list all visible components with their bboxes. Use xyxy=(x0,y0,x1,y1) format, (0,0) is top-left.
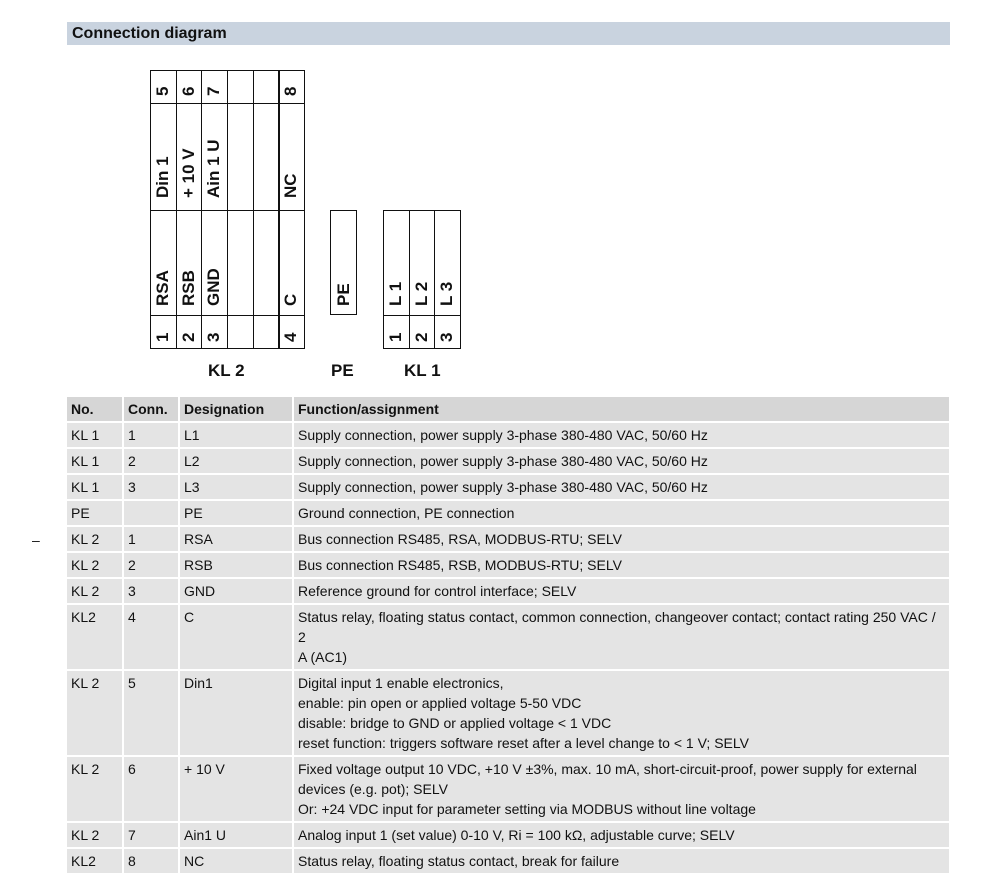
kl2-terminal-cell xyxy=(253,103,280,211)
cell-no: KL 2 xyxy=(67,552,123,578)
cell-function xyxy=(293,848,950,874)
function-line: Ground connection, PE connection xyxy=(298,505,515,521)
pe-group-label: PE xyxy=(331,361,354,380)
cell-no: KL 2 xyxy=(67,526,123,552)
table-row xyxy=(67,422,950,448)
kl1-bottom-number: 1 xyxy=(385,332,405,342)
cell-designation: Din1 xyxy=(179,670,293,756)
header-conn: Conn. xyxy=(123,397,179,422)
cell-designation: Ain1 U xyxy=(179,822,293,848)
cell-no: KL 1 xyxy=(67,474,123,500)
cell-function xyxy=(293,552,950,578)
cell-conn: 6 xyxy=(123,756,179,822)
kl2-top-number: 8 xyxy=(281,86,301,96)
cell-no: KL2 xyxy=(67,604,123,670)
cell-conn: 4 xyxy=(123,604,179,670)
header-no: No. xyxy=(67,397,123,422)
cell-designation: L1 xyxy=(179,422,293,448)
cell-designation: NC xyxy=(179,848,293,874)
kl1-bottom-number: 2 xyxy=(411,332,431,342)
cell-no: PE xyxy=(67,500,123,526)
table-row xyxy=(67,474,950,500)
kl2-terminal-cell xyxy=(227,315,254,349)
cell-designation: PE xyxy=(179,500,293,526)
function-line: Bus connection RS485, RSA, MODBUS-RTU; SELV xyxy=(298,531,622,547)
cell-no: KL2 xyxy=(67,848,123,874)
kl2-group-label: KL 2 xyxy=(208,361,245,380)
function-line: Digital input 1 enable electronics, xyxy=(298,675,504,691)
cell-conn xyxy=(123,500,179,526)
kl2-bottom-number: 3 xyxy=(204,332,224,342)
kl2-terminal-cell xyxy=(253,210,280,316)
cell-designation: + 10 V xyxy=(179,756,293,822)
cell-designation: C xyxy=(179,604,293,670)
cell-conn: 7 xyxy=(123,822,179,848)
connection-table xyxy=(67,397,951,875)
table-body xyxy=(67,422,950,874)
kl1-terminal-label: L 3 xyxy=(437,281,457,306)
table-row xyxy=(67,670,950,756)
kl2-terminal-cell xyxy=(227,70,254,104)
function-line: Supply connection, power supply 3-phase 380-480 VAC, 50/60 Hz xyxy=(298,427,708,443)
kl2-terminal-cell xyxy=(253,70,280,104)
cell-function xyxy=(293,526,950,552)
function-line: Analog input 1 (set value) 0-10 V, Ri = 100 kΩ, adjustable curve; SELV xyxy=(298,827,735,843)
cell-no: KL 2 xyxy=(67,578,123,604)
kl2-upper-label: Din 1 xyxy=(152,156,172,198)
function-line: devices (e.g. pot); SELV xyxy=(298,781,448,797)
kl2-top-number: 6 xyxy=(178,86,198,96)
table-row xyxy=(67,578,950,604)
cell-no: KL 1 xyxy=(67,422,123,448)
kl2-terminal-cell xyxy=(227,103,254,211)
function-line: Supply connection, power supply 3-phase 380-480 VAC, 50/60 Hz xyxy=(298,453,708,469)
margin-dash: – xyxy=(32,532,40,548)
table-row xyxy=(67,552,950,578)
cell-designation: L3 xyxy=(179,474,293,500)
kl2-upper-label: NC xyxy=(281,173,301,198)
header-function: Function/assignment xyxy=(293,397,950,422)
cell-no: KL 1 xyxy=(67,448,123,474)
function-line: Reference ground for control interface; SELV xyxy=(298,583,577,599)
kl1-group-label: KL 1 xyxy=(404,361,441,380)
cell-conn: 5 xyxy=(123,670,179,756)
cell-function xyxy=(293,422,950,448)
function-line: Fixed voltage output 10 VDC, +10 V ±3%, max. 10 mA, short-circuit-proof, power supply for external xyxy=(298,761,917,777)
kl2-terminal-cell xyxy=(253,315,280,349)
kl2-top-number: 7 xyxy=(204,86,224,96)
function-line: Status relay, floating status contact, common connection, changeover contact; contact rating 250 VAC / 2 xyxy=(298,609,936,645)
function-line: Supply connection, power supply 3-phase 380-480 VAC, 50/60 Hz xyxy=(298,479,708,495)
cell-conn: 2 xyxy=(123,448,179,474)
cell-conn: 2 xyxy=(123,552,179,578)
kl1-terminal-label: L 1 xyxy=(385,281,405,306)
cell-designation: GND xyxy=(179,578,293,604)
cell-no: KL 2 xyxy=(67,670,123,756)
cell-conn: 1 xyxy=(123,422,179,448)
kl2-bottom-number: 1 xyxy=(152,332,172,342)
kl2-upper-label: Ain 1 U xyxy=(204,139,224,198)
pe-terminal-label: PE xyxy=(333,283,353,306)
function-line: Status relay, floating status contact, break for failure xyxy=(298,853,620,869)
function-line: reset function: triggers software reset after a level change to < 1 V; SELV xyxy=(298,735,749,751)
cell-designation: RSA xyxy=(179,526,293,552)
kl2-top-number: 5 xyxy=(152,86,172,96)
table-header-row xyxy=(67,397,950,422)
section-title: Connection diagram xyxy=(67,22,950,45)
table-row xyxy=(67,756,950,822)
cell-function xyxy=(293,500,950,526)
cell-function xyxy=(293,822,950,848)
cell-designation: RSB xyxy=(179,552,293,578)
kl2-lower-label: RSA xyxy=(152,270,172,306)
table-row xyxy=(67,848,950,874)
kl1-terminal-label: L 2 xyxy=(411,281,431,306)
function-line: Bus connection RS485, RSB, MODBUS-RTU; SELV xyxy=(298,557,622,573)
cell-no: KL 2 xyxy=(67,822,123,848)
cell-function xyxy=(293,670,950,756)
cell-no: KL 2 xyxy=(67,756,123,822)
kl2-terminal-cell xyxy=(227,210,254,316)
table-row xyxy=(67,822,950,848)
function-line: Or: +24 VDC input for parameter setting via MODBUS without line voltage xyxy=(298,801,756,817)
cell-designation: L2 xyxy=(179,448,293,474)
table-row xyxy=(67,500,950,526)
cell-function xyxy=(293,756,950,822)
kl2-bottom-number: 4 xyxy=(281,332,301,342)
kl1-bottom-number: 3 xyxy=(437,332,457,342)
kl2-lower-label: GND xyxy=(204,268,224,306)
table-row xyxy=(67,526,950,552)
cell-function xyxy=(293,604,950,670)
cell-function xyxy=(293,474,950,500)
function-line: disable: bridge to GND or applied voltage < 1 VDC xyxy=(298,715,612,731)
cell-conn: 8 xyxy=(123,848,179,874)
cell-conn: 1 xyxy=(123,526,179,552)
cell-function xyxy=(293,448,950,474)
table-row xyxy=(67,604,950,670)
kl2-lower-label: C xyxy=(281,293,301,306)
table-row xyxy=(67,448,950,474)
kl2-upper-label: + 10 V xyxy=(178,148,198,198)
cell-conn: 3 xyxy=(123,578,179,604)
cell-conn: 3 xyxy=(123,474,179,500)
function-line: enable: pin open or applied voltage 5-50 VDC xyxy=(298,695,582,711)
kl2-lower-label: RSB xyxy=(178,270,198,306)
kl2-bottom-number: 2 xyxy=(178,332,198,342)
cell-function xyxy=(293,578,950,604)
function-line: A (AC1) xyxy=(298,649,348,665)
header-designation: Designation xyxy=(179,397,293,422)
